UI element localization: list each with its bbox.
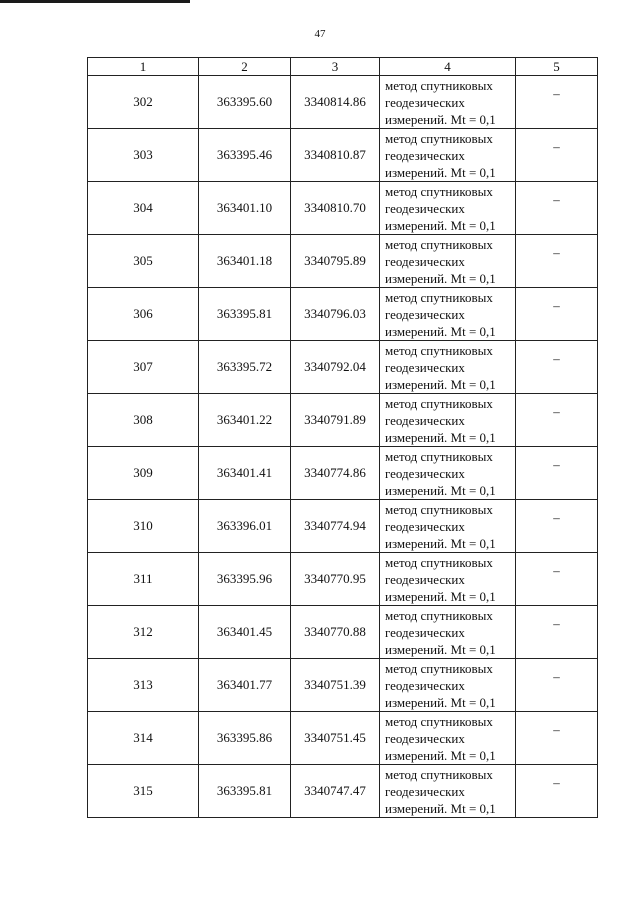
point-number-cell: 314 [88,712,199,765]
method-line: метод спутниковых [385,448,493,464]
x-coordinate-cell: 363401.10 [199,182,291,235]
table-row [88,712,598,765]
method-cell [380,447,516,500]
method-line: геодезических [385,730,465,746]
x-coordinate-cell: 363401.77 [199,659,291,712]
point-number-cell: 302 [88,76,199,129]
table-row [88,182,598,235]
x-coordinate-cell: 363395.46 [199,129,291,182]
x-coordinate-cell: 363395.72 [199,341,291,394]
point-number-cell: 310 [88,500,199,553]
point-number-cell: 309 [88,447,199,500]
y-coordinate-cell: 3340774.94 [291,500,380,553]
y-coordinate-cell: 3340810.70 [291,182,380,235]
method-line: измерений. Mt = 0,1 [385,429,496,445]
page-number: 47 [314,28,326,40]
note-cell [516,341,598,394]
header-col-1: 1 [88,58,199,76]
method-line: измерений. Mt = 0,1 [385,323,496,339]
point-number-cell: 315 [88,765,199,818]
x-coordinate-cell: 363395.96 [199,553,291,606]
note-value: – [553,351,560,366]
method-cell [380,553,516,606]
note-value: – [553,510,560,525]
method-line: измерений. Mt = 0,1 [385,482,496,498]
method-cell [380,606,516,659]
x-coordinate-cell: 363401.45 [199,606,291,659]
table-row [88,235,598,288]
note-value: – [553,563,560,578]
table-row [88,394,598,447]
method-line: геодезических [385,518,465,534]
method-line: метод спутниковых [385,130,493,146]
note-value: – [553,86,560,101]
y-coordinate-cell: 3340814.86 [291,76,380,129]
point-number-cell: 311 [88,553,199,606]
method-cell [380,394,516,447]
table-row [88,553,598,606]
method-cell [380,235,516,288]
method-line: геодезических [385,677,465,693]
y-coordinate-cell: 3340747.47 [291,765,380,818]
note-value: – [553,192,560,207]
method-line: метод спутниковых [385,77,493,93]
method-line: метод спутниковых [385,501,493,517]
method-cell [380,712,516,765]
note-cell [516,182,598,235]
y-coordinate-cell: 3340796.03 [291,288,380,341]
note-value: – [553,722,560,737]
method-line: метод спутниковых [385,660,493,676]
table-row [88,341,598,394]
note-value: – [553,298,560,313]
note-cell [516,765,598,818]
method-line: измерений. Mt = 0,1 [385,164,496,180]
table-header [88,58,598,76]
method-cell [380,765,516,818]
table-row [88,659,598,712]
note-cell [516,394,598,447]
x-coordinate-cell: 363395.81 [199,765,291,818]
method-line: измерений. Mt = 0,1 [385,217,496,233]
note-cell [516,712,598,765]
table-row [88,129,598,182]
method-line: геодезических [385,253,465,269]
y-coordinate-cell: 3340770.88 [291,606,380,659]
method-line: метод спутниковых [385,289,493,305]
method-line: измерений. Mt = 0,1 [385,800,496,816]
table-row [88,76,598,129]
note-value: – [553,616,560,631]
method-line: геодезических [385,571,465,587]
table-row [88,765,598,818]
note-cell [516,606,598,659]
y-coordinate-cell: 3340751.45 [291,712,380,765]
method-line: измерений. Mt = 0,1 [385,535,496,551]
point-number-cell: 307 [88,341,199,394]
method-line: геодезических [385,94,465,110]
method-line: метод спутниковых [385,607,493,623]
note-cell [516,288,598,341]
note-value: – [553,139,560,154]
method-cell [380,500,516,553]
point-number-cell: 306 [88,288,199,341]
header-col-5: 5 [516,58,598,76]
table-row [88,500,598,553]
method-line: метод спутниковых [385,236,493,252]
method-cell [380,341,516,394]
top-corner-rule [0,0,190,3]
method-line: метод спутниковых [385,713,493,729]
coordinates-table [87,57,598,818]
method-cell [380,288,516,341]
method-line: метод спутниковых [385,395,493,411]
point-number-cell: 308 [88,394,199,447]
method-line: геодезических [385,624,465,640]
note-value: – [553,404,560,419]
method-line: геодезических [385,783,465,799]
point-number-cell: 303 [88,129,199,182]
header-col-4: 4 [380,58,516,76]
note-value: – [553,775,560,790]
method-line: геодезических [385,147,465,163]
method-line: геодезических [385,465,465,481]
method-line: геодезических [385,359,465,375]
method-line: измерений. Mt = 0,1 [385,588,496,604]
header-col-3: 3 [291,58,380,76]
method-line: метод спутниковых [385,766,493,782]
header-col-2: 2 [199,58,291,76]
method-cell [380,659,516,712]
note-cell [516,447,598,500]
note-cell [516,659,598,712]
note-value: – [553,457,560,472]
method-line: измерений. Mt = 0,1 [385,376,496,392]
x-coordinate-cell: 363401.41 [199,447,291,500]
table-row [88,606,598,659]
note-value: – [553,669,560,684]
table-body [88,76,598,818]
x-coordinate-cell: 363395.81 [199,288,291,341]
x-coordinate-cell: 363401.22 [199,394,291,447]
method-cell [380,129,516,182]
note-cell [516,553,598,606]
y-coordinate-cell: 3340791.89 [291,394,380,447]
note-cell [516,500,598,553]
y-coordinate-cell: 3340795.89 [291,235,380,288]
method-cell [380,182,516,235]
note-cell [516,235,598,288]
point-number-cell: 304 [88,182,199,235]
table-row [88,288,598,341]
point-number-cell: 305 [88,235,199,288]
y-coordinate-cell: 3340810.87 [291,129,380,182]
method-cell [380,76,516,129]
method-line: геодезических [385,200,465,216]
header-row [88,58,598,76]
point-number-cell: 312 [88,606,199,659]
method-line: метод спутниковых [385,554,493,570]
note-cell [516,76,598,129]
note-cell [516,129,598,182]
note-value: – [553,245,560,260]
method-line: измерений. Mt = 0,1 [385,694,496,710]
method-line: метод спутниковых [385,183,493,199]
method-line: геодезических [385,412,465,428]
x-coordinate-cell: 363396.01 [199,500,291,553]
method-line: измерений. Mt = 0,1 [385,641,496,657]
point-number-cell: 313 [88,659,199,712]
x-coordinate-cell: 363401.18 [199,235,291,288]
y-coordinate-cell: 3340770.95 [291,553,380,606]
method-line: измерений. Mt = 0,1 [385,111,496,127]
x-coordinate-cell: 363395.86 [199,712,291,765]
method-line: измерений. Mt = 0,1 [385,747,496,763]
method-line: измерений. Mt = 0,1 [385,270,496,286]
y-coordinate-cell: 3340792.04 [291,341,380,394]
y-coordinate-cell: 3340774.86 [291,447,380,500]
method-line: метод спутниковых [385,342,493,358]
method-line: геодезических [385,306,465,322]
table-row [88,447,598,500]
x-coordinate-cell: 363395.60 [199,76,291,129]
y-coordinate-cell: 3340751.39 [291,659,380,712]
